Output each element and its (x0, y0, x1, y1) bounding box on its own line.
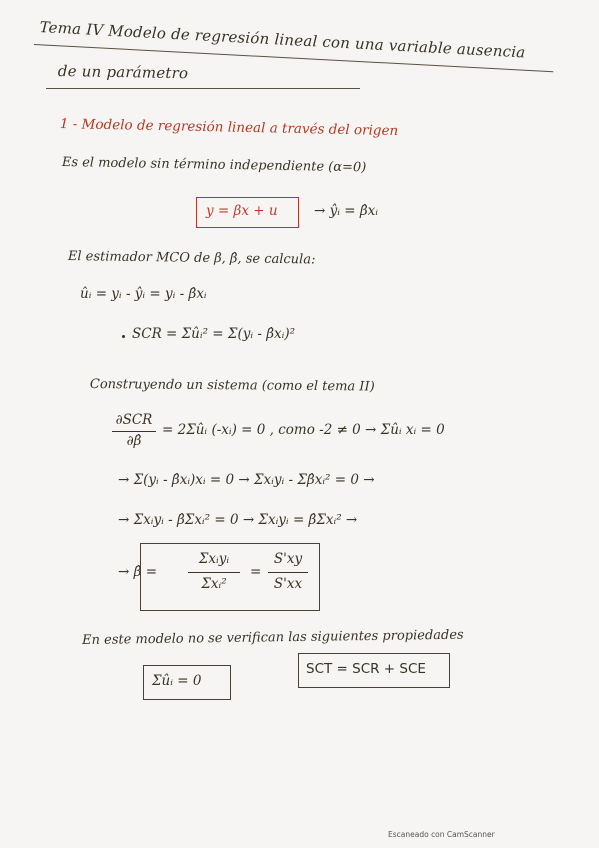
estimator-text: El estimador MCO de β, β̂, se calcula: (67, 249, 316, 268)
derivative-fraction-line (112, 431, 156, 432)
derivative-numerator: ∂SCR (115, 412, 153, 428)
system-step-3: → Σxᵢyᵢ - β̂Σxᵢ² = 0 → Σxᵢyᵢ = β̂Σxᵢ² → (118, 512, 358, 528)
intro-text: Es el modelo sin término independiente (α=0) (61, 155, 367, 176)
property-2: SCT = SCR + SCE (306, 661, 426, 677)
system-step-2: → Σ(yᵢ - β̂xᵢ)xᵢ = 0 → Σxᵢyᵢ - Σβ̂xᵢ² = 0 → (118, 472, 375, 488)
scr-equation: SCR = Σûᵢ² = Σ(yᵢ - β̂xᵢ)² (132, 326, 296, 342)
beta-fraction-line-1 (188, 572, 240, 573)
properties-text: En este modelo no se verifican las siguientes propiedades (81, 627, 464, 648)
title-underline-2 (46, 88, 360, 89)
beta-result-lhs: → β̂ = (118, 564, 158, 580)
system-text: Construyendo un sistema (como el tema II) (89, 377, 375, 395)
beta-numerator-1: Σxᵢyᵢ (198, 551, 230, 567)
beta-fraction-line-2 (268, 572, 308, 573)
beta-numerator-2: S'xy (273, 551, 303, 567)
model-fitted: → ŷᵢ = β̂xᵢ (314, 203, 378, 219)
page-title-line2: de un parámetro (57, 62, 189, 83)
beta-equals: = (250, 564, 262, 580)
derivative-denominator: ∂β̂ (126, 433, 142, 449)
page-title-line1: Tema IV Modelo de regresión lineal con una variable ausencia (39, 18, 526, 62)
beta-denominator-1: Σxᵢ² (201, 576, 227, 592)
beta-denominator-2: S'xx (273, 576, 303, 592)
bullet-dot (122, 335, 125, 338)
scanner-watermark: Escaneado con CamScanner (388, 830, 495, 839)
property-1: Σûᵢ = 0 (152, 673, 202, 689)
model-equation: y = βx + u (206, 203, 278, 219)
section-heading: 1 - Modelo de regresión lineal a través del origen (59, 116, 399, 140)
residual-equation: ûᵢ = yᵢ - ŷᵢ = yᵢ - β̂xᵢ (80, 286, 207, 302)
derivative-equation: = 2Σûᵢ (-xᵢ) = 0 , como -2 ≠ 0 → Σûᵢ xᵢ = 0 (162, 422, 445, 438)
